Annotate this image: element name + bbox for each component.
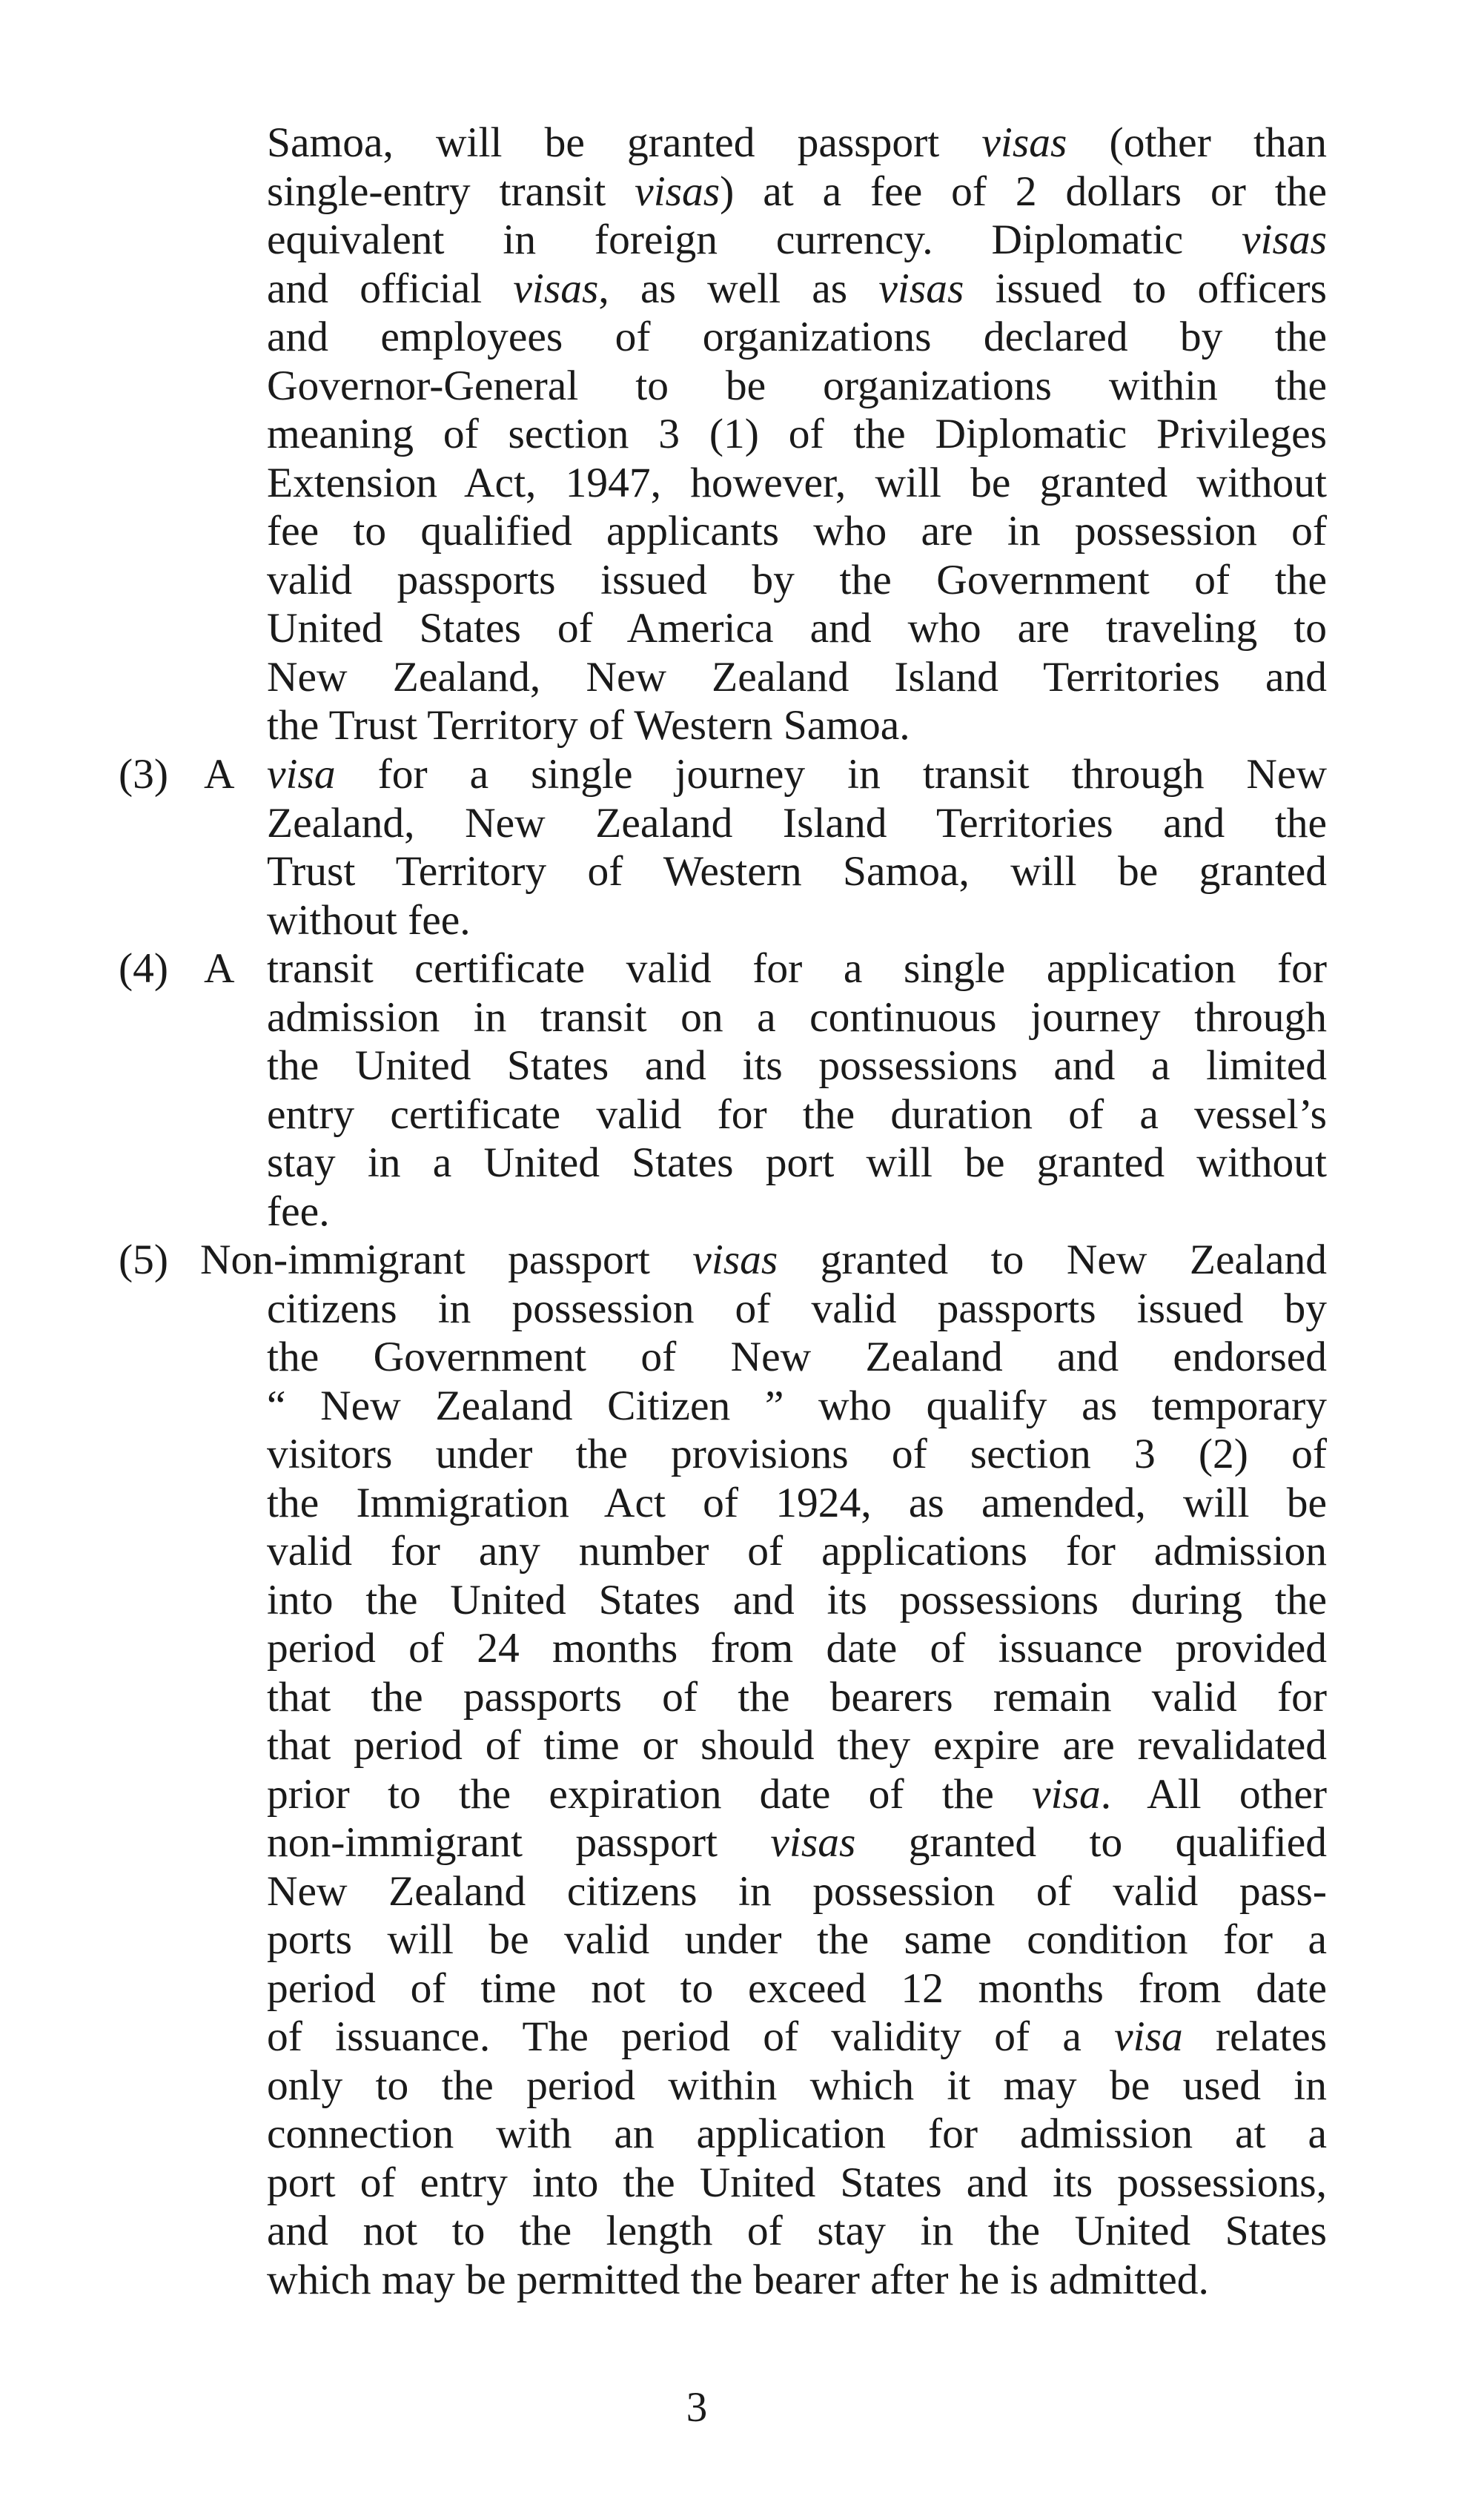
paragraph-5-line: New Zealand citizens in possession of valid pass- <box>267 1867 1327 1915</box>
paragraph-5-line: into the United States and its possessions during the <box>267 1576 1327 1623</box>
paragraph-5-line: port of entry into the United States and its possessions, <box>267 2159 1327 2206</box>
paragraph-3-label: (3) <box>119 751 169 798</box>
paragraph-5-line: and not to the length of stay in the United States <box>267 2208 1327 2254</box>
paragraph-5-line: that the passports of the bearers remain valid for <box>267 1673 1327 1721</box>
paragraph-4-line: transit certificate valid for a single application for <box>267 945 1327 992</box>
italic-term: visas <box>770 1819 856 1866</box>
paragraph-5-line: prior to the expiration date of the visa. All other <box>267 1770 1327 1818</box>
paragraph-2-line: New Zealand, New Zealand Island Territories and <box>267 653 1327 701</box>
paragraph-2-line: equivalent in foreign currency. Diplomatic visas <box>267 216 1327 263</box>
paragraph-5-first-line: Non-immigrant passport visas granted to New Zealand <box>200 1236 1328 1283</box>
paragraph-4-line: the United States and its possessions and a limited <box>267 1042 1327 1089</box>
paragraph-2-text <box>267 119 1327 750</box>
italic-term: visas <box>981 119 1067 166</box>
italic-term: visa <box>1114 2013 1183 2060</box>
paragraph-5-line: connection with an application for admission at a <box>267 2110 1327 2157</box>
paragraph-2-line: fee to qualified applicants who are in possession of <box>267 508 1327 554</box>
paragraph-5-line: the Government of New Zealand and endorsed <box>267 1334 1327 1380</box>
paragraph-5-line: period of 24 months from date of issuance provided <box>267 1625 1327 1672</box>
paragraph-5-text <box>267 1285 1327 2305</box>
paragraph-2-line: Governor-General to be organizations within the <box>267 362 1327 409</box>
paragraph-2-line: meaning of section 3 (1) of the Diplomatic Privileges <box>267 411 1327 457</box>
paragraph-4-line: admission in transit on a continuous journey through <box>267 993 1327 1041</box>
paragraph-3-text <box>267 750 1327 944</box>
paragraph-5-line: valid for any number of applications for admission <box>267 1528 1327 1575</box>
paragraph-4-line: fee. <box>267 1188 330 1235</box>
italic-term: visas <box>513 265 599 312</box>
paragraph-3-line: Zealand, New Zealand Island Territories and the <box>267 799 1327 847</box>
paragraph-5-line: “ New Zealand Citizen ” who qualify as temporary <box>267 1382 1327 1429</box>
paragraph-4-first-word: A <box>204 945 235 992</box>
paragraph-3-line: Trust Territory of Western Samoa, will be granted <box>267 848 1327 895</box>
paragraph-2-line: the Trust Territory of Western Samoa. <box>267 702 910 749</box>
paragraph-4-text <box>267 944 1327 1236</box>
paragraph-4-label: (4) <box>119 945 169 992</box>
paragraph-2-line: single-entry transit visas) at a fee of 2 dollars or the <box>267 168 1327 215</box>
paragraph-5-line: visitors under the provisions of section 3 (2) of <box>267 1431 1327 1477</box>
paragraph-2-line: valid passports issued by the Government of the <box>267 556 1327 603</box>
paragraph-5-line: ports will be valid under the same condition for a <box>267 1916 1327 1963</box>
paragraph-2-line: United States of America and who are traveling to <box>267 605 1327 652</box>
paragraph-5-line: which may be permitted the bearer after he is admitted. <box>267 2256 1209 2303</box>
paragraph-4-line: stay in a United States port will be granted without <box>267 1139 1327 1186</box>
paragraph-3-first-word: A <box>204 751 235 798</box>
italic-term: visas <box>635 168 721 215</box>
paragraph-5-line: the Immigration Act of 1924, as amended, will be <box>267 1479 1327 1526</box>
paragraph-3-line: visa for a single journey in transit through New <box>267 751 1327 798</box>
page-number: 3 <box>686 2384 708 2431</box>
italic-term: visa <box>1032 1770 1101 1818</box>
paragraph-5-line: of issuance. The period of validity of a visa relates <box>267 2013 1327 2060</box>
italic-term: visas <box>692 1236 778 1283</box>
paragraph-2-line: Extension Act, 1947, however, will be granted without <box>267 459 1327 506</box>
italic-term: visa <box>267 751 336 798</box>
italic-term: visas <box>878 265 964 312</box>
paragraph-5-line: citizens in possession of valid passports issued by <box>267 1285 1327 1332</box>
paragraph-4-line: entry certificate valid for the duration of a vessel’s <box>267 1090 1327 1138</box>
paragraph-5-line: non-immigrant passport visas granted to qualified <box>267 1819 1328 1866</box>
paragraph-5-line: only to the period within which it may be used in <box>267 2062 1327 2109</box>
paragraph-2-line: and employees of organizations declared by the <box>267 314 1327 360</box>
paragraph-2-line: Samoa, will be granted passport visas (other than <box>267 119 1327 166</box>
paragraph-3-line: without fee. <box>267 896 471 944</box>
paragraph-5-label: (5) <box>119 1236 169 1283</box>
paragraph-5-line: period of time not to exceed 12 months from date <box>267 1964 1327 2012</box>
italic-term: visas <box>1242 216 1327 263</box>
paragraph-5-line: that period of time or should they expire are revalidated <box>267 1722 1327 1769</box>
paragraph-2-line: and official visas, as well as visas issued to officers <box>267 265 1327 312</box>
